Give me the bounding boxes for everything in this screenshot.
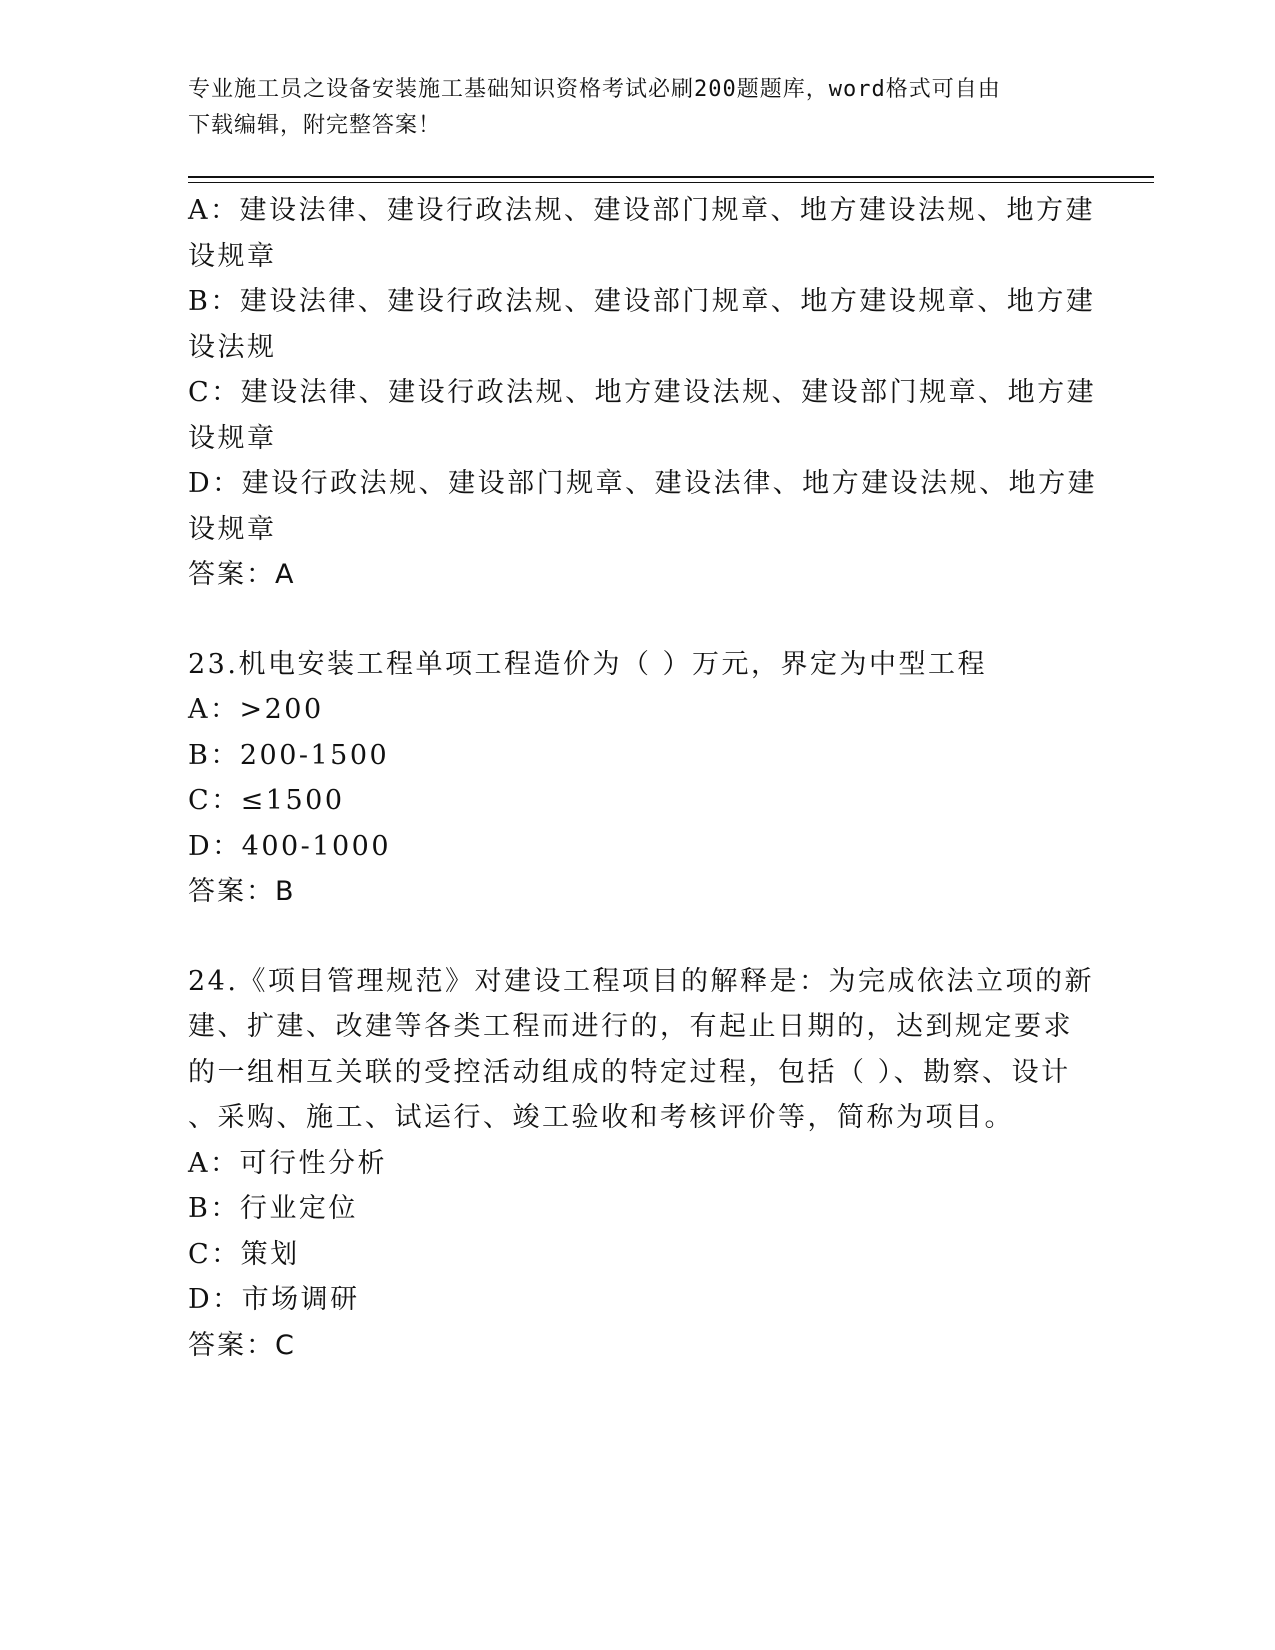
option-line: 设规章 <box>188 240 277 272</box>
option-line: D：建设行政法规、建设部门规章、建设法律、地方建设法规、地方建 <box>188 468 1098 499</box>
question-text: 、采购、施工、试运行、竣工验收和考核评价等，简称为项目。 <box>188 1102 1014 1133</box>
option-line: 设规章 <box>188 422 277 454</box>
header-line: 专业施工员之设备安装施工基础知识资格考试必刷200题题库，word格式可自由 <box>188 77 1001 102</box>
option-line: B：200-1500 <box>188 739 390 771</box>
spacer <box>188 598 1088 642</box>
question-text: 23.机电安装工程单项工程造价为（ ）万元，界定为中型工程 <box>188 648 988 680</box>
option-line: D：市场调研 <box>188 1284 360 1315</box>
option-line: B：建设法律、建设行政法规、建设部门规章、地方建设规章、地方建 <box>188 286 1096 317</box>
question-22 <box>188 188 1098 598</box>
option-line: C：建设法律、建设行政法规、地方建设法规、建设部门规章、地方建 <box>188 377 1097 408</box>
answer-line: 答案：B <box>188 876 296 907</box>
option-line: D：400-1000 <box>188 830 392 862</box>
question-23 <box>188 642 1088 915</box>
option-line: A：建设法律、建设行政法规、建设部门规章、地方建设法规、地方建 <box>188 195 1095 226</box>
answer-line: 答案：A <box>188 559 296 590</box>
option-line: C：策划 <box>188 1238 300 1270</box>
option-line: A：>200 <box>188 694 324 725</box>
option-line: A：可行性分析 <box>188 1147 387 1179</box>
header-divider <box>188 176 1154 178</box>
header-line: 下载编辑，附完整答案！ <box>188 113 442 138</box>
option-line: B：行业定位 <box>188 1193 358 1224</box>
document-header <box>188 72 1068 144</box>
spacer <box>188 915 1088 959</box>
question-text: 24.《项目管理规范》对建设工程项目的解释是：为完成依法立项的新 <box>188 965 1094 997</box>
question-text: 的一组相互关联的受控活动组成的特定过程，包括（ ）、勘察、设计 <box>188 1056 1071 1088</box>
option-line: C：≤1500 <box>188 785 345 816</box>
option-line: 设规章 <box>188 513 277 545</box>
question-list <box>188 188 1098 1368</box>
header-divider-thin <box>188 182 1154 183</box>
option-line: 设法规 <box>188 331 277 363</box>
question-text: 建、扩建、改建等各类工程而进行的，有起止日期的，达到规定要求 <box>188 1011 1073 1042</box>
answer-line: 答案：C <box>188 1329 296 1361</box>
question-24 <box>188 959 1094 1369</box>
